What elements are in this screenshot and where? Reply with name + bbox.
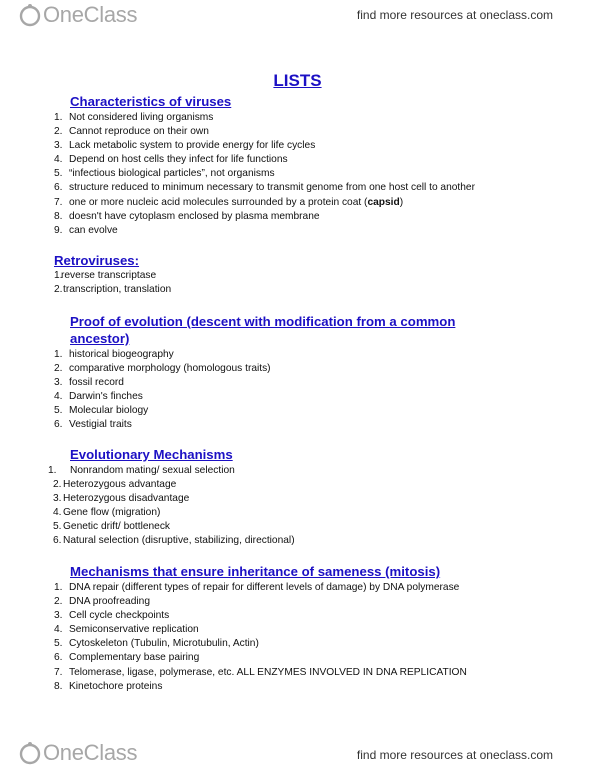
page-footer [0, 738, 595, 768]
section-heading: Evolutionary Mechanisms [70, 447, 233, 462]
section-heading: Retroviruses: [54, 253, 140, 268]
section-heading: Mechanisms that ensure inheritance of sameness (mitosis) [70, 564, 441, 579]
resources-link[interactable]: find more resources at oneclass.com [356, 748, 553, 762]
brand-name: OneClass [43, 740, 138, 765]
bold-term: capsid [367, 196, 400, 208]
oneclass-logo[interactable] [18, 2, 137, 28]
oneclass-logo-icon [18, 741, 42, 765]
resources-link[interactable]: find more resources at oneclass.com [356, 8, 553, 22]
section-heading: Characteristics of viruses [70, 94, 232, 109]
oneclass-logo[interactable] [18, 740, 137, 766]
page-title: LISTS [273, 71, 322, 90]
page-header [0, 0, 595, 30]
oneclass-logo-icon [18, 3, 42, 27]
section-heading: Proof of evolution (descent with modification from a common ancestor) [70, 314, 456, 346]
brand-name: OneClass [43, 2, 138, 27]
